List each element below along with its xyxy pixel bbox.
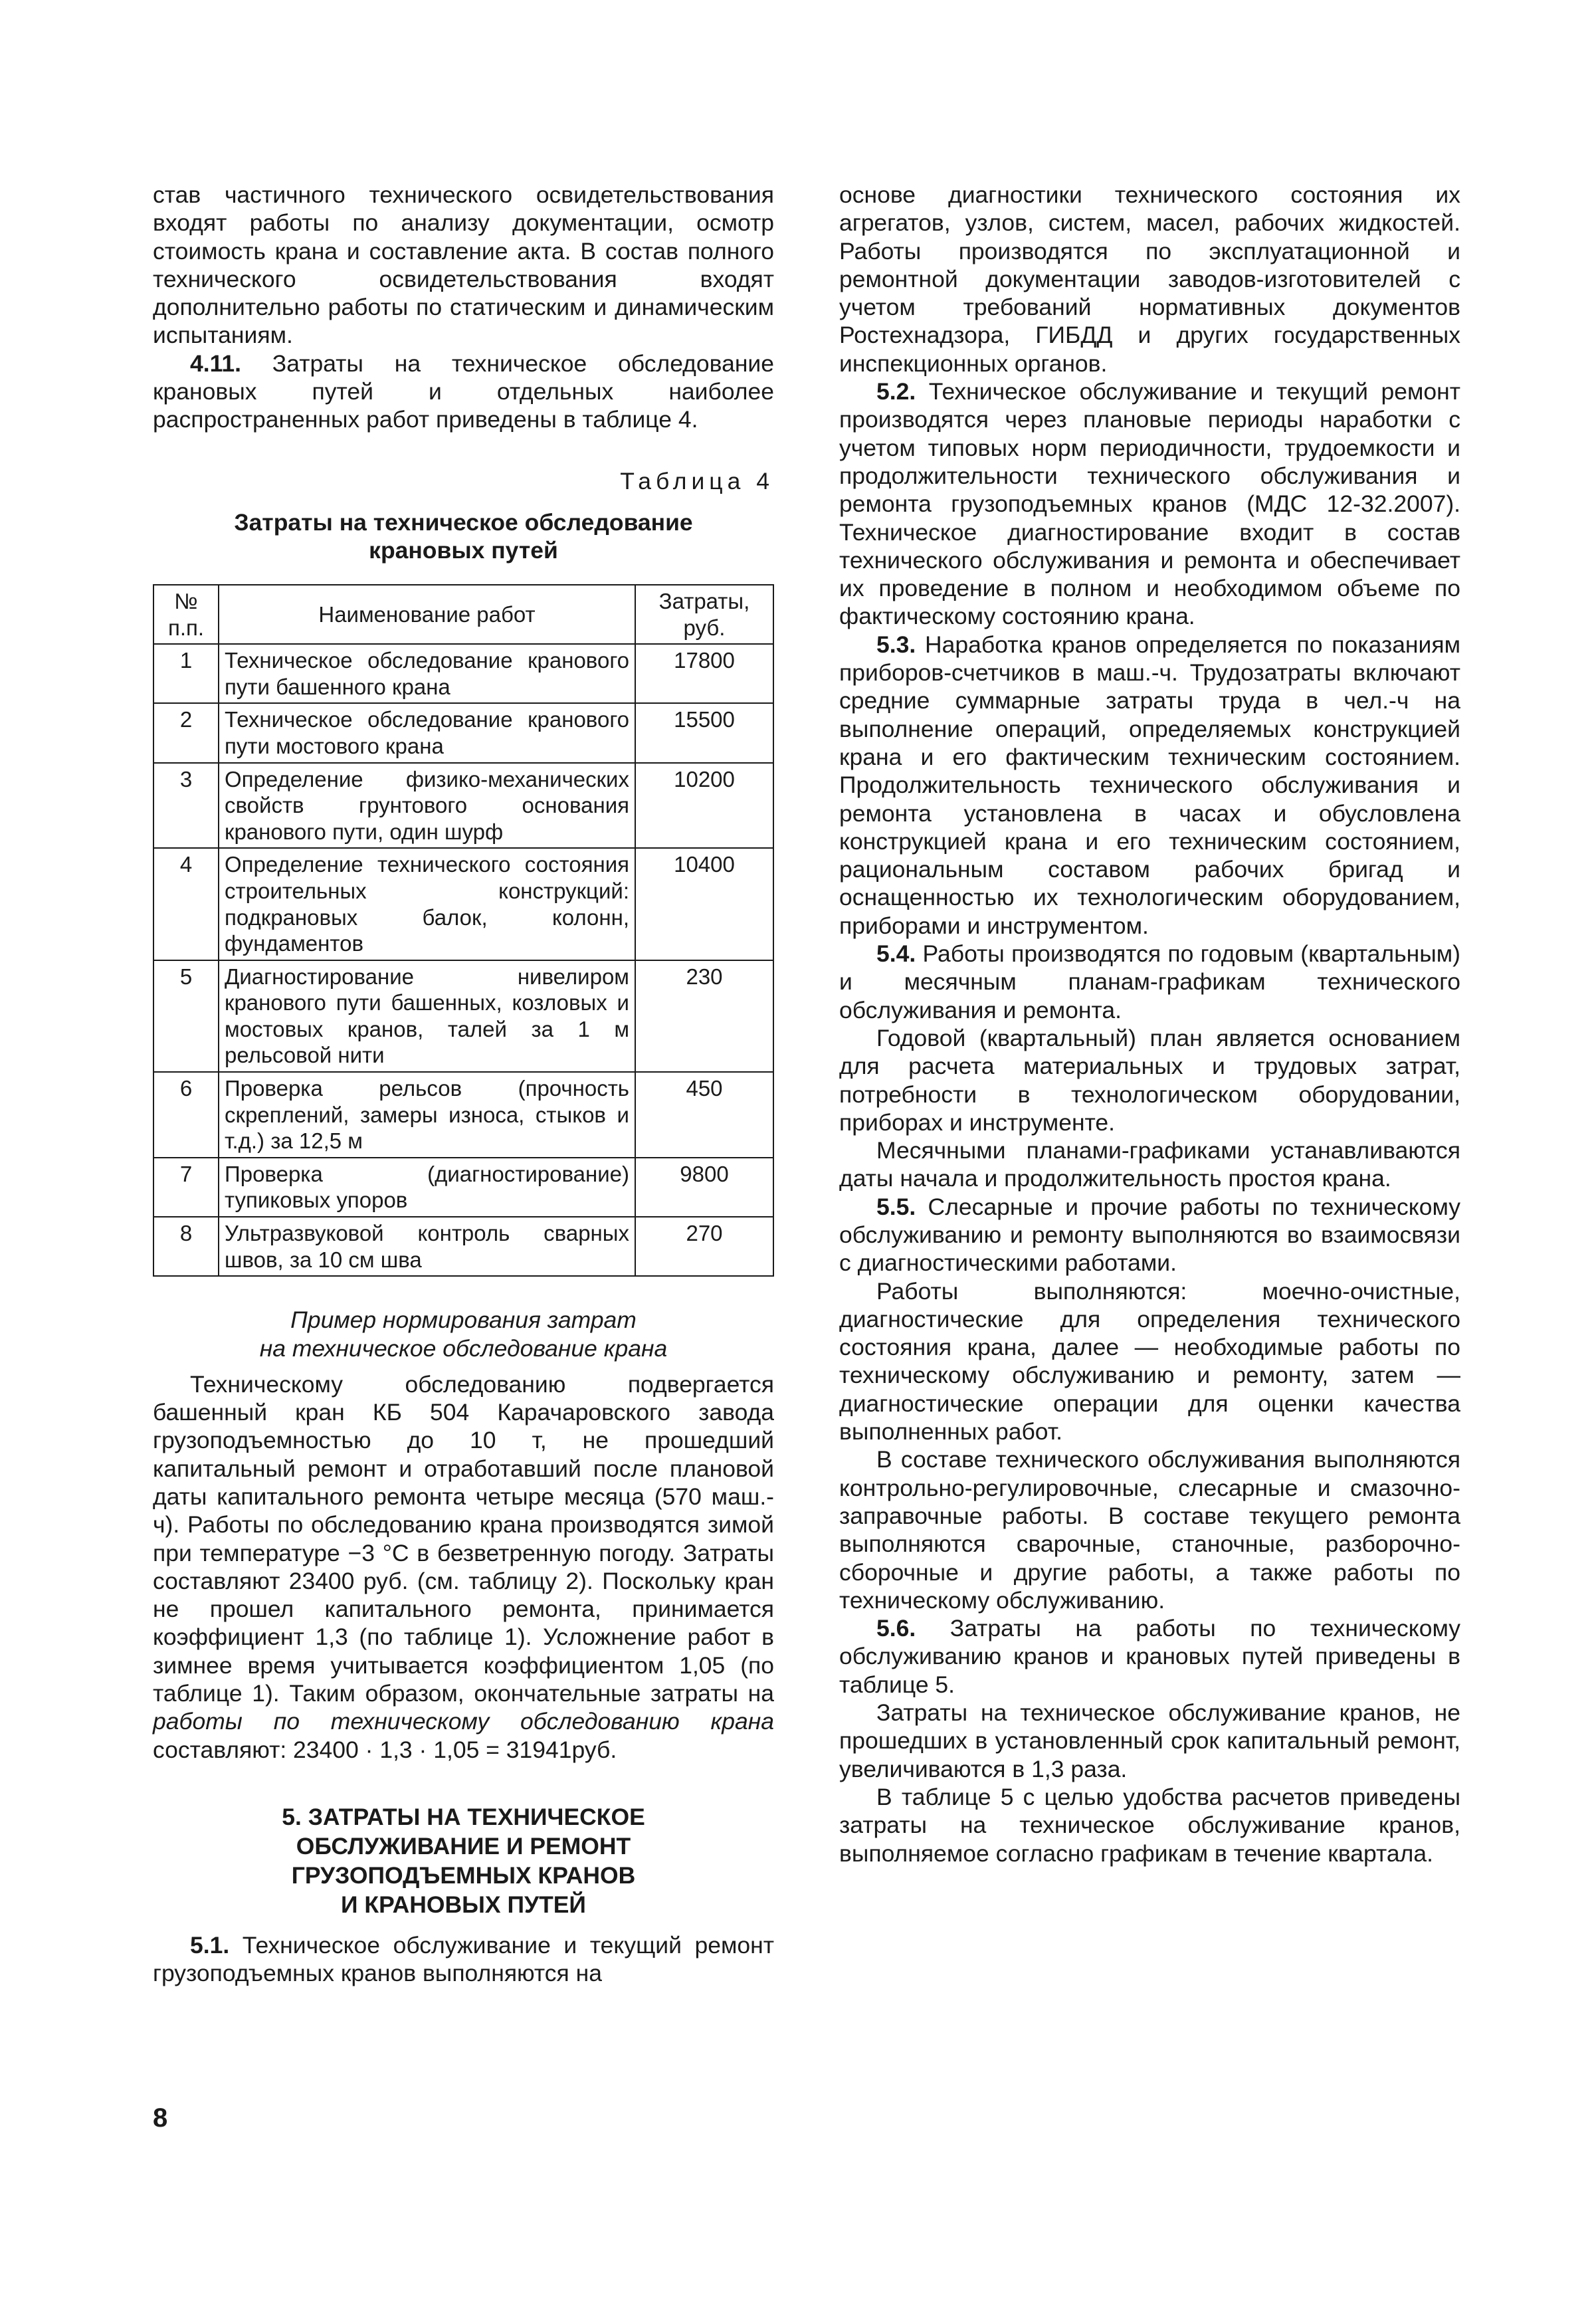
example-italic-text: работы по техническому обследованию крана — [153, 1708, 774, 1735]
table-header-row — [153, 585, 773, 644]
cell-cost: 450 — [635, 1072, 773, 1158]
clause-text: Техническое обслуживание и текущий ремонт производятся через плановые периоды наработки с учетом типовых норм периодичности, трудоемкости и продолжительности технического обслуживания и ремонта грузоподъемных кранов (МДС 12-32.2007). Техническое диагностирование входит в состав технического обслуживания и ремонта и обеспечивает их проведение в полном и необходимом объеме по фактическому состоянию крана. — [839, 378, 1460, 630]
cell-cost: 15500 — [635, 703, 773, 762]
paragraph-annual-plan: Годовой (квартальный) план является основанием для расчета материальных и трудовых затрат, потребности в технологическом оборудовании, приборах и инструменте. — [839, 1024, 1460, 1136]
cell-number: 4 — [153, 848, 219, 960]
cell-number: 5 — [153, 960, 219, 1072]
paragraph-5-6 — [839, 1614, 1460, 1699]
paragraph-intro: став частичного технического освидетельствования входят работы по анализу документации, осмотр стоимость крана и составление акта. В состав полного технического освидетельствования входят дополнительно работы по статическим и динамическим испытаниям. — [153, 181, 774, 349]
clause-text: Затраты на техническое обследование крановых путей и отдельных наиболее распространенных работ приведены в таблице 4. — [153, 350, 774, 433]
table-row — [153, 763, 773, 849]
paragraph-monthly-plans: Месячными планами-графиками устанавливаются даты начала и продолжительность простоя крана. — [839, 1137, 1460, 1192]
cell-name: Техническое обследование кранового пути башенного крана — [219, 644, 635, 703]
clause-text: Слесарные и прочие работы по техническому обслуживанию и ремонту выполняются во взаимосвязи с диагностическими работами. — [839, 1193, 1460, 1277]
paragraph-5-2 — [839, 377, 1460, 631]
right-column — [839, 181, 1460, 1867]
clause-number: 5.6. — [876, 1615, 916, 1642]
header-number: № п.п. — [153, 585, 219, 644]
table-row — [153, 644, 773, 703]
header-name: Наименование работ — [219, 585, 635, 644]
paragraph-4-11 — [153, 350, 774, 434]
paragraph-cost-increase: Затраты на техническое обслуживание кранов, не прошедших в установленный срок капитальный ремонт, увеличиваются в 1,3 раза. — [839, 1699, 1460, 1782]
cell-name: Проверка рельсов (прочность скреплений, замеры износа, стыков и т.д.) за 12,5 м — [219, 1072, 635, 1158]
paragraph-5-1 — [153, 1931, 774, 1988]
clause-number: 5.3. — [876, 631, 916, 658]
cell-cost: 10200 — [635, 763, 773, 849]
paragraph-continued: основе диагностики технического состояния их агрегатов, узлов, систем, масел, рабочих жидкостей. Работы производятся по эксплуатационной и ремонтной документации заводов-изготовителей с учетом требований нормативных документов Ростехнадзора, ГИБДД и других государственных инспекционных органов. — [839, 181, 1460, 377]
paragraph-table-5-note: В таблице 5 с целью удобства расчетов приведены затраты на техническое обслуживание кранов, выполняемое согласно графикам в течение квартала. — [839, 1783, 1460, 1867]
page-number: 8 — [153, 2103, 168, 2133]
cell-cost: 230 — [635, 960, 773, 1072]
paragraph-example — [153, 1370, 774, 1764]
paragraph-works-list: Работы выполняются: моечно-очистные, диагностические для определения технического состояния крана, далее — необходимые работы по техническому обслуживанию и ремонту, затем — диагностические операции для оценки качества выполненных работ. — [839, 1277, 1460, 1445]
cell-name: Диагностирование нивелиром кранового пути башенных, козловых и мостовых кранов, талей за 1 м рельсовой нити — [219, 960, 635, 1072]
cell-number: 8 — [153, 1217, 219, 1276]
table-row — [153, 703, 773, 762]
example-title-line: на техническое обследование крана — [259, 1334, 668, 1362]
clause-text: Затраты на работы по техническому обслуживанию кранов и крановых путей приведены в таблице 5. — [839, 1615, 1460, 1698]
cell-name: Определение технического состояния строительных конструкций: подкрановых балок, колонн, фундаментов — [219, 848, 635, 960]
table-row — [153, 848, 773, 960]
clause-number: 5.2. — [876, 378, 916, 405]
cell-number: 3 — [153, 763, 219, 849]
cell-cost: 9800 — [635, 1158, 773, 1217]
clause-number: 5.1. — [190, 1931, 230, 1958]
paragraph-5-5 — [839, 1193, 1460, 1277]
cell-name: Определение физико-механических свойств грунтового основания кранового пути, один шурф — [219, 763, 635, 849]
cell-cost: 270 — [635, 1217, 773, 1276]
left-column — [153, 181, 774, 1988]
table-title — [153, 508, 774, 564]
table-caption: Таблица 4 — [620, 467, 774, 494]
table-row — [153, 1158, 773, 1217]
example-tail-text: составляют: 23400 · 1,3 · 1,05 = 31941руб. — [153, 1736, 617, 1763]
costs-table — [153, 584, 774, 1277]
table-row — [153, 1217, 773, 1276]
header-cost: Затраты, руб. — [635, 585, 773, 644]
cell-cost: 10400 — [635, 848, 773, 960]
section-title-line: ГРУЗОПОДЪЕМНЫХ КРАНОВ — [291, 1861, 636, 1889]
example-text: Техническому обследованию подвергается башенный кран КБ 504 Карачаровского завода грузоподъемностью до 10 т, не прошедший капитальный ремонт и отработавший после плановой даты капитального ремонта четыре месяца (570 маш.-ч). Работы по обследованию крана производятся зимой при температуре −3 °С в безветренную погоду. Затраты составляют 23400 руб. (см. таблицу 2). Поскольку кран не прошел капитального ремонта, принимается коэффициент 1,3 (по таблице 1). Усложнение работ в зимнее время учитывается коэффициентом 1,05 (по таблице 1). Таким образом, окончательные затраты на — [153, 1370, 774, 1707]
cell-number: 2 — [153, 703, 219, 762]
example-title — [153, 1306, 774, 1362]
section-title-line: И КРАНОВЫХ ПУТЕЙ — [341, 1891, 586, 1918]
paragraph-5-4 — [839, 940, 1460, 1024]
cell-number: 1 — [153, 644, 219, 703]
clause-number: 5.4. — [876, 940, 916, 968]
clause-text: Техническое обслуживание и текущий ремонт грузоподъемных кранов выполняются на — [153, 1931, 774, 1987]
cell-name: Ультразвуковой контроль сварных швов, за 10 см шва — [219, 1217, 635, 1276]
cell-name: Техническое обследование кранового пути мостового крана — [219, 703, 635, 762]
table-row — [153, 1072, 773, 1158]
table-row — [153, 960, 773, 1072]
clause-number: 4.11. — [190, 350, 241, 377]
clause-text: Наработка кранов определяется по показаниям приборов-счетчиков в маш.-ч. Трудозатраты включают средние суммарные затраты труда в чел.-ч на выполнение операций, определяемых конструкцией крана и его фактическим техническим состоянием. Продолжительность технического обслуживания и ремонта установлена в часах и обусловлена конструкцией крана и его техническим состоянием, рациональным составом рабочих бригад и оснащенностью их технологическим оборудованием, приборами и инструментом. — [839, 631, 1460, 939]
cell-number: 6 — [153, 1072, 219, 1158]
cell-cost: 17800 — [635, 644, 773, 703]
clause-number: 5.5. — [876, 1193, 916, 1220]
cell-name: Проверка (диагностирование) тупиковых упоров — [219, 1158, 635, 1217]
table-title-line: Затраты на техническое обследование — [234, 508, 693, 536]
clause-text: Работы производятся по годовым (квартальным) и месячным планам-графикам технического обслуживания и ремонта. — [839, 940, 1460, 1023]
section-title-line: 5. ЗАТРАТЫ НА ТЕХНИЧЕСКОЕ — [282, 1803, 645, 1830]
cell-number: 7 — [153, 1158, 219, 1217]
paragraph-5-3 — [839, 631, 1460, 940]
paragraph-maintenance-composition: В составе технического обслуживания выполняются контрольно-регулировочные, слесарные и смазочно-заправочные работы. В составе текущего ремонта выполняются сварочные, станочные, разборочно-сборочные и другие работы, а также работы по техническому обслуживанию. — [839, 1446, 1460, 1614]
example-title-line: Пример нормирования затрат — [290, 1307, 637, 1334]
section-title — [153, 1802, 774, 1919]
section-title-line: ОБСЛУЖИВАНИЕ И РЕМОНТ — [296, 1832, 631, 1859]
table-title-line: крановых путей — [369, 536, 558, 564]
